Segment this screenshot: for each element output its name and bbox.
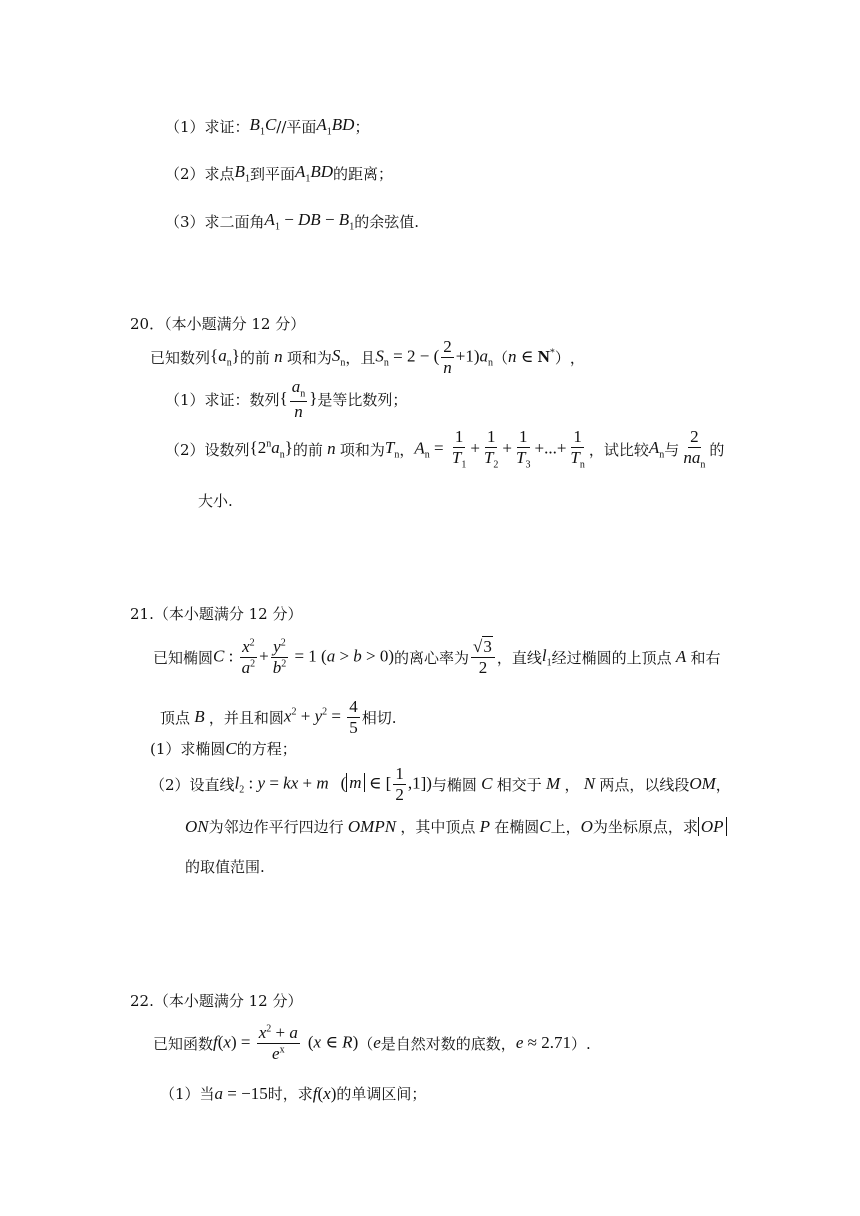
math-b1c: $B_1C$	[249, 115, 277, 138]
q19-part3: （3）求二面角 $A_1$ − DB − $B_1$ 的余弦值.	[165, 210, 419, 233]
math-ellipse: C : $\frac{x^2}{a^2}$ + $\frac{y^2}{b^2}$ = 1 (a > b > 0)	[213, 637, 395, 677]
q20-part1: （1）求证：数列 { $\frac{a_n}{n}$ } 是等比数列；	[165, 377, 408, 421]
q21-part2-cont1: ON 为邻边作平行四边行 OMPN ，其中顶点 P 在椭圆 C 上， O 为坐标原点，求 OP	[185, 816, 727, 837]
q20-header: 20．（本小题满分 12 分）	[130, 315, 306, 333]
math-line-l2: $l_2$ : y = kx + m ( m ∈ [ $\frac{1}{2}$ ,1])	[234, 764, 432, 804]
math-sn-formula: $S_n = 2$ − ( $\frac{2}{n}$ $+1)a_n$	[375, 337, 493, 377]
q19-part2: （2）求点 $B_1$ 到平面 $A_1BD$ 的距离；	[165, 162, 394, 185]
q21-intro: 已知椭圆 C : $\frac{x^2}{a^2}$ + $\frac{y^2}{b^2}$ = 1 (a > b > 0) 的离心率为 $\frac{√3}{2}$ ，直线 $l_1$ 经过椭圆的上顶点 A 和右	[153, 637, 721, 677]
q22-part1: （1）当 a = −15 时，求 f(x) 的单调区间；	[160, 1083, 427, 1103]
q21-part1: (1）求椭圆 C 的方程；	[150, 738, 297, 758]
q22-intro: 已知函数 f(x) = $\frac{x^2 + a}{e^x}$ (x ∈ R) （ e 是自然对数的底数， e ≈ 2.71 ）.	[153, 1023, 591, 1063]
q21-part2: （2）设直线 $l_2$ : y = kx + m ( m ∈ [ $\frac{1}{2}$ ,1]) 与椭圆 C 相交于 M ， N 两点，以线段 OM ，	[150, 764, 731, 804]
math-an-sum: $A_n$ = $\frac{1}{T_1}$ + $\frac{1}{T_2}$ + $\frac{1}{T_3}$ +...+ $\frac{1}{T_n}$	[414, 427, 585, 471]
math-circle: $x^2 + y^2$ = $\frac{4}{5}$	[283, 697, 358, 737]
q21-part2-cont2: 的取值范围.	[185, 858, 265, 876]
q21-header: 21.（本小题满分 12 分）	[130, 605, 303, 623]
q22-header: 22.（本小题满分 12 分）	[130, 992, 303, 1010]
q20-part2: （2）设数列 $\{2^na_n\}$ 的前 n 项和为 $T_n$ ， $A_n$ = $\frac{1}{T_1}$ + $\frac{1}{T_2}$ + $\frac{1}{T_3}$ +...+ $\frac{1}{T_n}$ ，试比较 $A_n$ 与 $\frac{2}{na_n}$ 的	[165, 427, 725, 471]
q20-intro: 已知数列 $\{a_n\}$ 的前 n 项和为 $S_n$ ，且 $S_n = 2$ − ( $\frac{2}{n}$ $+1)a_n$ （ n ∈ N* ） ，	[150, 337, 585, 377]
q21-intro-cont: 顶点 B ，并且和圆 $x^2 + y^2$ = $\frac{4}{5}$ 相切.	[160, 697, 397, 737]
math-a1bd: $A_1BD$	[316, 115, 355, 138]
q19-part1: （1）求证： $B_1C$ //平面 $A_1BD$ ；	[165, 115, 370, 138]
q20-part2-cont: 大小.	[198, 492, 233, 510]
math-fx: f(x) = $\frac{x^2 + a}{e^x}$ (x ∈ R)	[213, 1023, 359, 1063]
